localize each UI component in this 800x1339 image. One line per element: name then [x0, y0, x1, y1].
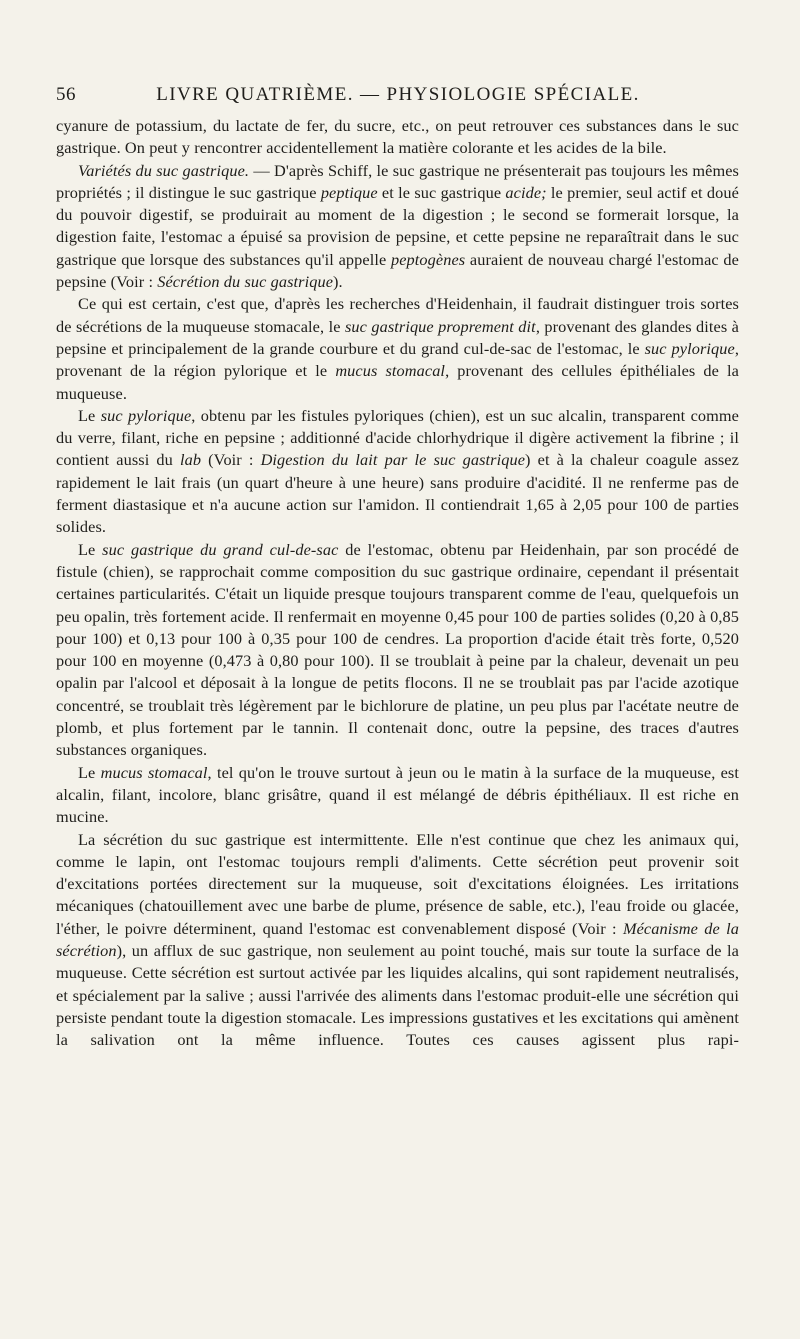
term-peptogenes: peptogènes — [390, 249, 466, 269]
term-suc-gastrique-propre: suc gastrique proprement dit — [344, 316, 536, 336]
term-suc-pylorique: suc pylorique — [644, 338, 735, 358]
paragraph-7 — [56, 829, 739, 1052]
body-text — [56, 115, 739, 1051]
paragraph-6 — [56, 762, 739, 829]
cross-reference: Sécrétion du suc gastrique — [157, 272, 334, 292]
text-span: , provenant de la région pylorique et le — [56, 338, 739, 381]
term-mucus-stomacal: mucus stomacal — [335, 361, 446, 381]
text-span: ) et à la chaleur coagule assez rapidement le lait frais (un quart d'heure à une heure) sans produire d'acidité. Il ne renferme pas de ferment diastasique et n'a aucune action sur l'amidon. Il contiendrait 1,65 à 2,05 pour 100 de parties solides. — [56, 450, 739, 537]
page-number: 56 — [56, 84, 76, 105]
text-span: , provenant des glandes dites à pepsine et principalement de la grande courbure et du grand cul-de-sac de l'estomac, le — [56, 316, 740, 358]
section-title-varietes: Variétés du suc gastrique. — [78, 160, 250, 180]
term-peptique: peptique — [320, 182, 378, 202]
paragraph-4 — [56, 405, 739, 539]
term-acide: acide; — [505, 182, 547, 202]
text-span: , obtenu par les fistules pyloriques (chien), est un suc alcalin, transparent comme du verre, filant, riche en pepsine ; additionné d'acide chlorhydrique il digère activement la fibrine ; il contient aussi du — [56, 405, 739, 470]
running-head: LIVRE QUATRIÈME. — PHYSIOLOGIE SPÉCIALE. — [156, 84, 640, 105]
text-span: ), un afflux de suc gastrique, non seulement au point touché, mais sur toute la surface de la muqueuse. Cette sécrétion est surtout activée par les liquides alcalins, qui sont rapidement neutralisés, et spécialement par la salive ; aussi l'arrivée des aliments dans l'estomac produit-elle une sécrétion qui persiste pendant toute la digestion stomacale. Les impressions gustatives et les excitations qui amènent la salivation ont la même influence. Toutes ces causes agissent plus rapi- — [56, 940, 739, 1050]
text-span: (Voir : — [201, 450, 261, 470]
text-span: , provenant des cellules épithéliales de la muqueuse. — [56, 361, 739, 403]
text-span: le premier, seul actif et doué du pouvoir digestif, se produirait au moment de la digestion ; le second se formerait lorsque, la digestion faite, l'estomac a épuisé sa provision de pepsine, et cette pepsine ne reparaîtrait dans le suc gastrique que lorsque des substances qu'il appelle — [56, 182, 739, 269]
text-span: La sécrétion du suc gastrique est intermittente. Elle n'est continue que chez les animaux qui, comme le lapin, ont l'estomac toujours rempli d'aliments. Cette sécrétion peut provenir soit d'excitations portées directement sur la muqueuse, soit d'excitations éloignées. Les irritations mécaniques (chatouillement avec une barbe de plume, présence de sable, etc.), l'eau froide ou glacée, l'éther, le poivre déterminent, quand l'estomac est convenablement disposé (Voir : — [56, 829, 739, 938]
text-span: ). — [333, 272, 343, 292]
page-header — [56, 84, 740, 108]
text-span: auraient de nouveau chargé l'estomac de pepsine (Voir : — [56, 249, 739, 292]
term-lab: lab — [179, 450, 202, 470]
text-span: Le — [78, 762, 101, 782]
text-span: , tel qu'on le trouve surtout à jeun ou le matin à la surface de la muqueuse, est alcalin, filant, incolore, blanc grisâtre, quand il est mélangé de débris épithéliaux. Il est riche en mucine. — [56, 762, 739, 827]
paragraph-1: cyanure de potassium, du lactate de fer, du sucre, etc., on peut retrouver ces substances dans le suc gastrique. On peut y rencontrer accidentellement la matière colorante et les acides de la bile. — [56, 116, 739, 158]
text-span: Ce qui est certain, c'est que, d'après les recherches d'Heidenhain, il faudrait distinguer trois sortes de sécrétions de la muqueuse stomacale, le — [56, 294, 739, 336]
text-span: — D'après Schiff, le suc gastrique ne présenterait pas toujours les mêmes propriétés ; il distingue le suc gastrique — [56, 160, 739, 202]
paragraph-2 — [56, 160, 739, 294]
term-suc-pylorique: suc pylorique — [100, 405, 192, 425]
paragraph-5 — [56, 539, 739, 762]
cross-reference: Digestion du lait par le suc gastrique — [260, 450, 526, 470]
text-span: de l'estomac, obtenu par Heidenhain, par son procédé de fistule (chien), se rapprochait comme composition du suc gastrique ordinaire, cependant il présentait certaines particularités. C'était un liquide presque toujours transparent comme de l'eau, quelquefois un peu opalin, très fortement acide. Il renfermait en moyenne 0,45 pour 100 de parties solides (0,20 à 0,85 pour 100) et 0,13 pour 100 à 0,35 pour 100 de cendres. La proportion d'acide était très forte, 0,520 pour 100 en moyenne (0,473 à 0,80 pour 100). Il se troublait à peine par la chaleur, devenait un peu opalin par l'alcool et déposait à la longue de petits flocons. Il ne se troublait pas par l'acide azotique concentré, se troublait très légèrement par le bichlorure de platine, un peu plus par l'acétate neutre de plomb, et plus fortement par le tannin. Il contenait donc, outre la pepsine, des traces d'autres substances organiques. — [56, 539, 740, 760]
text-span: Le — [78, 405, 101, 425]
text-span: Le — [78, 539, 103, 559]
term-mucus-stomacal: mucus stomacal — [100, 762, 208, 782]
paragraph-3 — [56, 293, 739, 404]
term-suc-grand-cul-de-sac: suc gastrique du grand cul-de-sac — [102, 539, 339, 559]
text-span: et le suc gastrique — [377, 182, 506, 202]
cross-reference: Mécanisme de la sécrétion — [56, 918, 739, 960]
